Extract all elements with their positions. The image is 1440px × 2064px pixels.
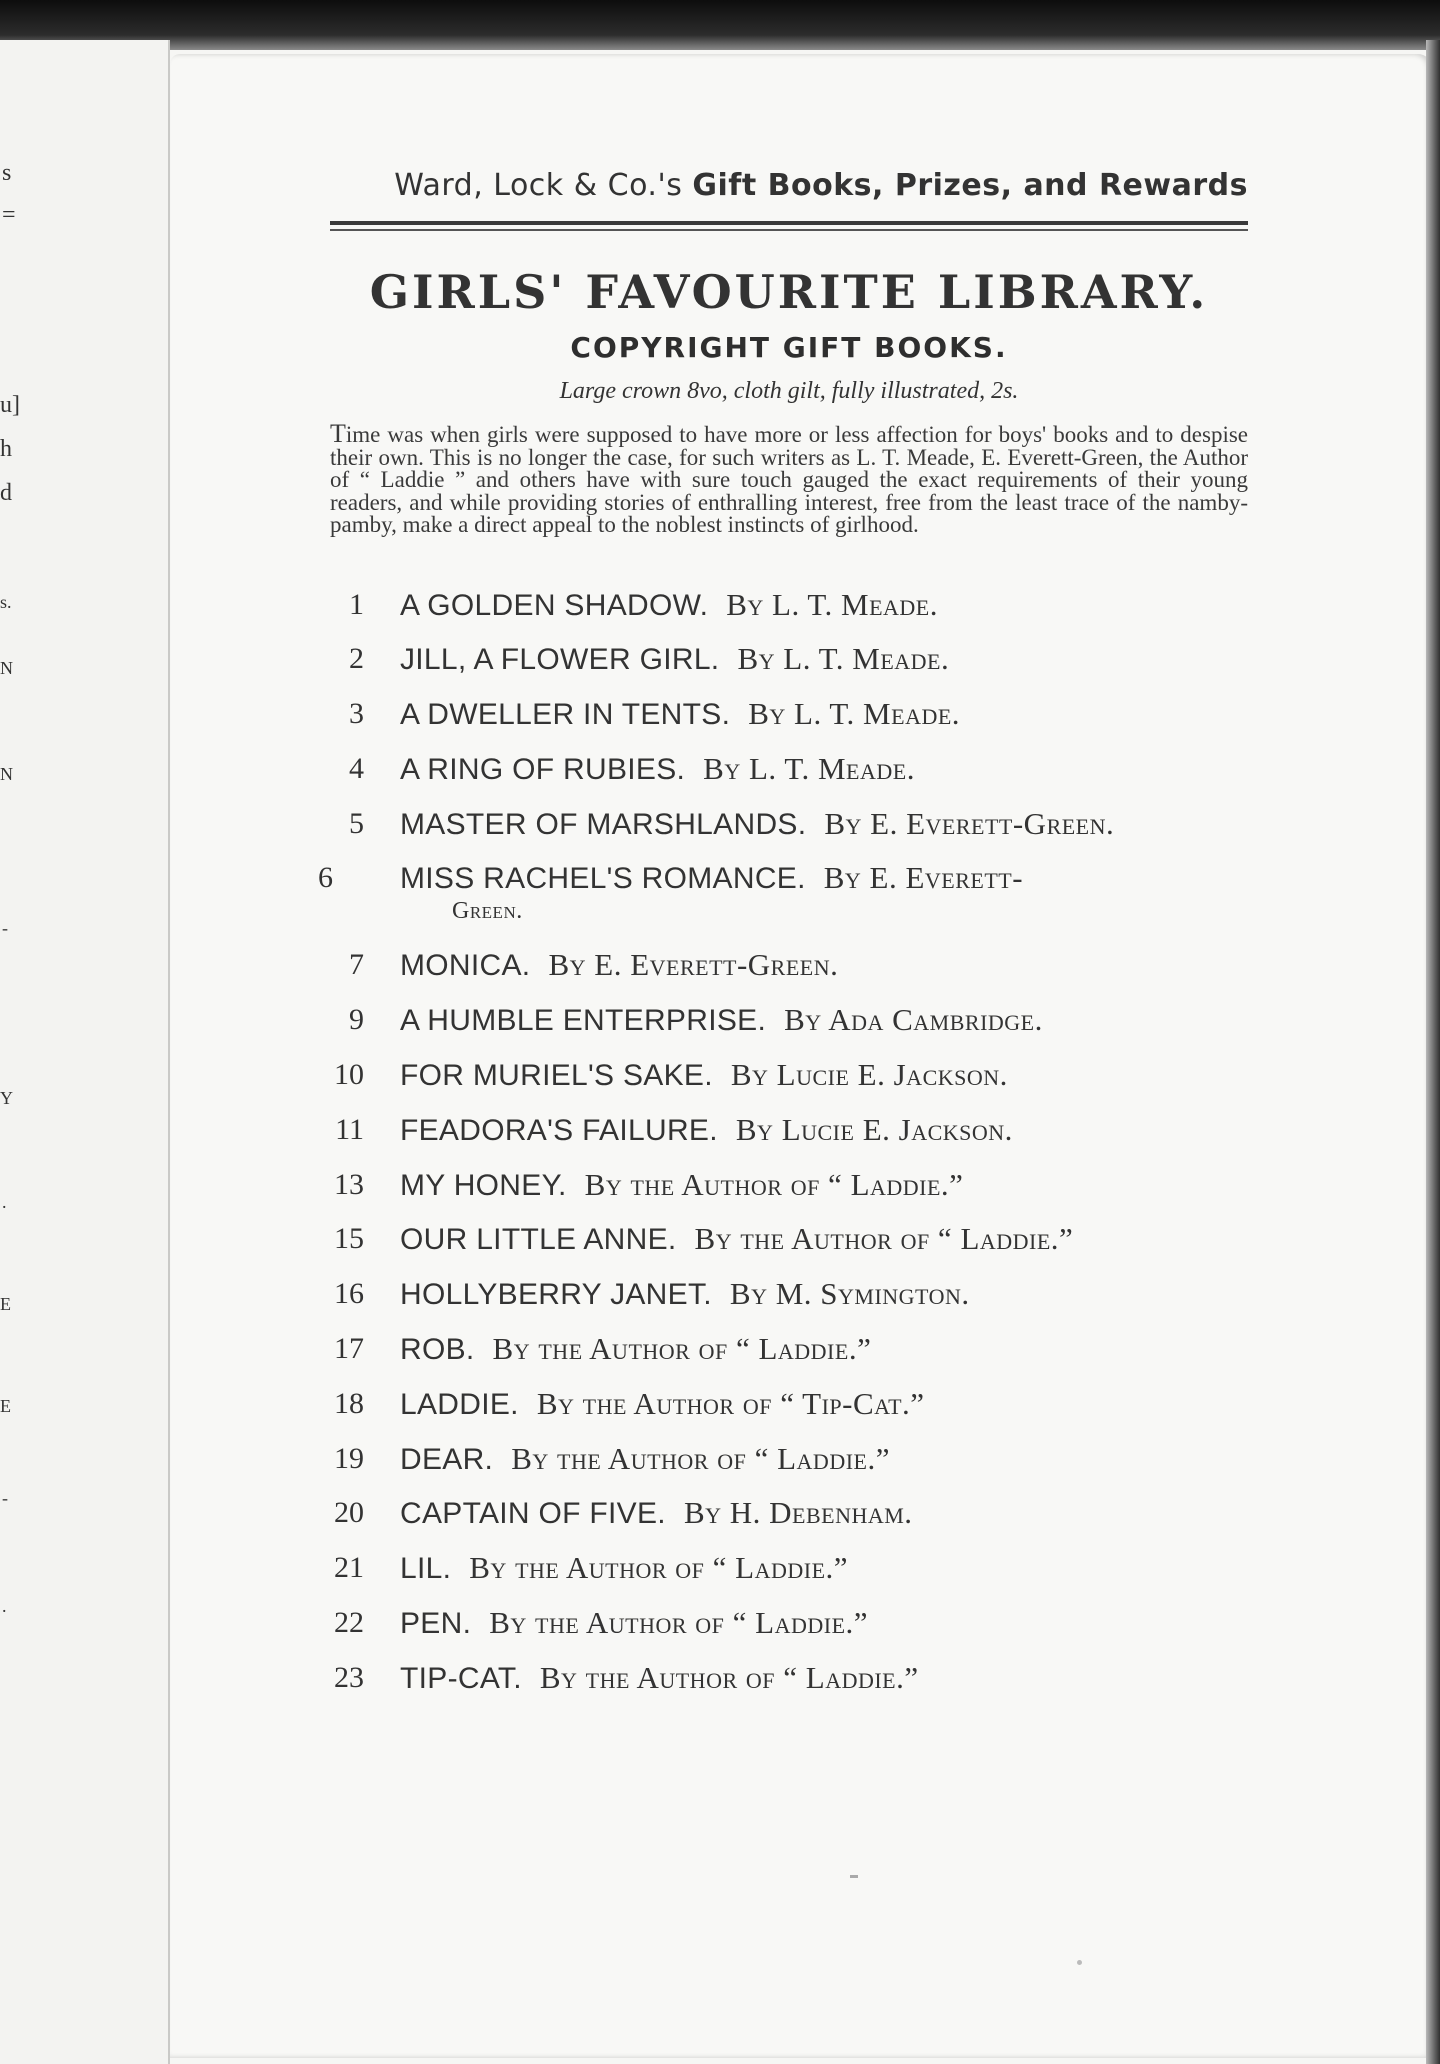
book-number: 7 [349,948,364,982]
left-page-fragment: = [2,202,16,228]
book-list-item [318,858,1248,945]
book-list [318,585,1248,1713]
book-author: By H. Debenham. [683,1495,913,1531]
left-page-fragment: . [2,1192,7,1212]
book-author: By L. T. Meade. [748,696,961,732]
book-title: A RING OF RUBIES. [400,752,686,786]
left-page-fragment: h [0,436,12,462]
book-list-item [330,1329,1248,1384]
book-number: 6 [318,861,333,895]
book-list-item [330,694,1248,749]
book-title: ROB. [400,1333,475,1367]
book-number: 10 [334,1058,364,1092]
left-page-fragment: - [2,918,8,938]
book-title: A HUMBLE ENTERPRISE. [400,1004,767,1038]
book-number: 18 [334,1386,364,1420]
book-list-item [330,945,1248,1000]
right-page-edge-shadow [1426,40,1440,2064]
book-list-item [330,1055,1248,1110]
book-author: By E. Everett-Green. [548,947,839,983]
page-blemish [1077,1960,1082,1965]
left-page-fragment: N [0,764,13,784]
book-number: 15 [334,1222,364,1256]
book-title: MISS RACHEL'S ROMANCE. [400,862,806,896]
book-number: 17 [334,1332,364,1366]
left-page-fragment: N [0,658,13,678]
book-number: 1 [349,587,364,621]
library-title: GIRLS' FAVOURITE LIBRARY. [369,265,1209,319]
scan-top-shadow [0,0,1440,50]
book-author: By L. T. Meade. [703,750,915,786]
book-list-item [330,1000,1248,1055]
book-author: By Lucie E. Jackson. [735,1111,1013,1147]
book-title: DEAR. [400,1442,494,1476]
book-number: 9 [349,1003,364,1037]
book-author: By the Author of “ Laddie.” [694,1221,1074,1257]
left-page-fragment: s [2,160,12,186]
book-author: By Ada Cambridge. [784,1002,1043,1038]
left-page-edge [0,40,170,2064]
book-number: 2 [349,642,364,676]
page-content [318,168,1248,1713]
book-title: CAPTAIN OF FIVE. [400,1497,666,1531]
book-author: By the Author of “ Laddie.” [584,1166,964,1202]
left-page-fragment: . [2,1596,7,1616]
book-list-item [330,1165,1248,1220]
book-number: 20 [334,1496,364,1530]
book-author: By E. Everett- [823,860,1024,896]
book-title: FOR MURIEL'S SAKE. [400,1059,713,1093]
book-author: By the Author of “ Laddie.” [511,1440,890,1476]
left-page-fragment: E [0,1294,11,1314]
book-number: 11 [335,1112,364,1146]
book-list-item [330,585,1248,640]
book-author: By the Author of “ Laddie.” [492,1331,872,1367]
book-list-item [330,1274,1248,1329]
left-page-fragment: s. [0,592,12,612]
book-number: 16 [334,1277,364,1311]
library-subtitle: COPYRIGHT GIFT BOOKS. [570,331,1008,364]
book-title: MONICA. [400,949,531,983]
library-format-note: Large crown 8vo, cloth gilt, fully illustrated, 2s. [559,378,1019,404]
book-title: OUR LITTLE ANNE. [400,1223,677,1257]
book-list-item [330,1219,1248,1274]
book-number: 13 [334,1167,364,1201]
book-title: FEADORA'S FAILURE. [400,1113,718,1147]
book-number: 22 [334,1606,364,1640]
book-title: JILL, A FLOWER GIRL. [400,643,720,677]
book-author: By Lucie E. Jackson. [730,1057,1008,1093]
book-title: MY HONEY. [400,1168,567,1202]
book-number: 23 [334,1660,364,1694]
book-title: LIL. [400,1552,452,1586]
left-page-fragment: u] [0,392,20,418]
book-list-item [330,749,1248,804]
book-author: By the Author of “ Tip-Cat.” [536,1385,925,1421]
book-author: By the Author of “ Laddie.” [539,1659,919,1695]
book-number: 19 [334,1441,364,1475]
book-title: MASTER OF MARSHLANDS. [400,807,807,841]
book-author: By the Author of “ Laddie.” [489,1605,869,1641]
book-list-item [330,1658,1248,1713]
page-blemish [850,1875,858,1878]
running-header-publisher: Ward, Lock & Co.'s [394,168,683,203]
book-title: A GOLDEN SHADOW. [400,588,709,622]
header-rule-thin [330,229,1248,231]
library-intro-paragraph: Time was when girls were supposed to have more or less affection for boys' books and to despise their own. This is no longer the case, for such writers as L. T. Meade, E. Everett-Green, the Author of “ Laddie ” and others have with sure touch gauged the exact requirements of their young readers, and while providing stories of enthralling interest, free from the least trace of the namby-pamby, make a direct appeal to the noblest instincts of girlhood. [330,419,1248,537]
book-number: 4 [349,751,364,785]
book-list-item [330,1548,1248,1603]
book-author: By the Author of “ Laddie.” [469,1550,849,1586]
book-title: LADDIE. [400,1387,519,1421]
book-author: By M. Symington. [729,1276,970,1312]
book-author: By L. T. Meade. [737,641,950,677]
book-number: 3 [349,697,364,731]
book-title: TIP-CAT. [400,1661,522,1695]
left-page-fragment: d [0,480,12,506]
book-author: By L. T. Meade. [726,586,938,622]
running-header-rest: Gift Books, Prizes, and Rewards [692,168,1248,203]
book-list-item [330,1439,1248,1494]
book-title: PEN. [400,1607,472,1641]
left-page-fragment: - [2,1488,8,1508]
book-list-item [330,1110,1248,1165]
book-list-item [330,639,1248,694]
left-page-fragment: Y [0,1088,13,1108]
book-list-item [330,1384,1248,1439]
book-title: A DWELLER IN TENTS. [400,698,731,732]
book-author-continued: Green. [452,898,523,925]
book-number: 21 [334,1551,364,1585]
header-rule-thick [330,221,1248,225]
book-number: 5 [349,806,364,840]
book-author: By E. Everett-Green. [824,805,1115,841]
book-title: HOLLYBERRY JANET. [400,1278,712,1312]
book-list-item [330,1493,1248,1548]
book-list-item [330,1603,1248,1658]
left-page-fragment: E [0,1396,11,1416]
running-header [330,168,1248,203]
book-list-item [330,804,1248,859]
